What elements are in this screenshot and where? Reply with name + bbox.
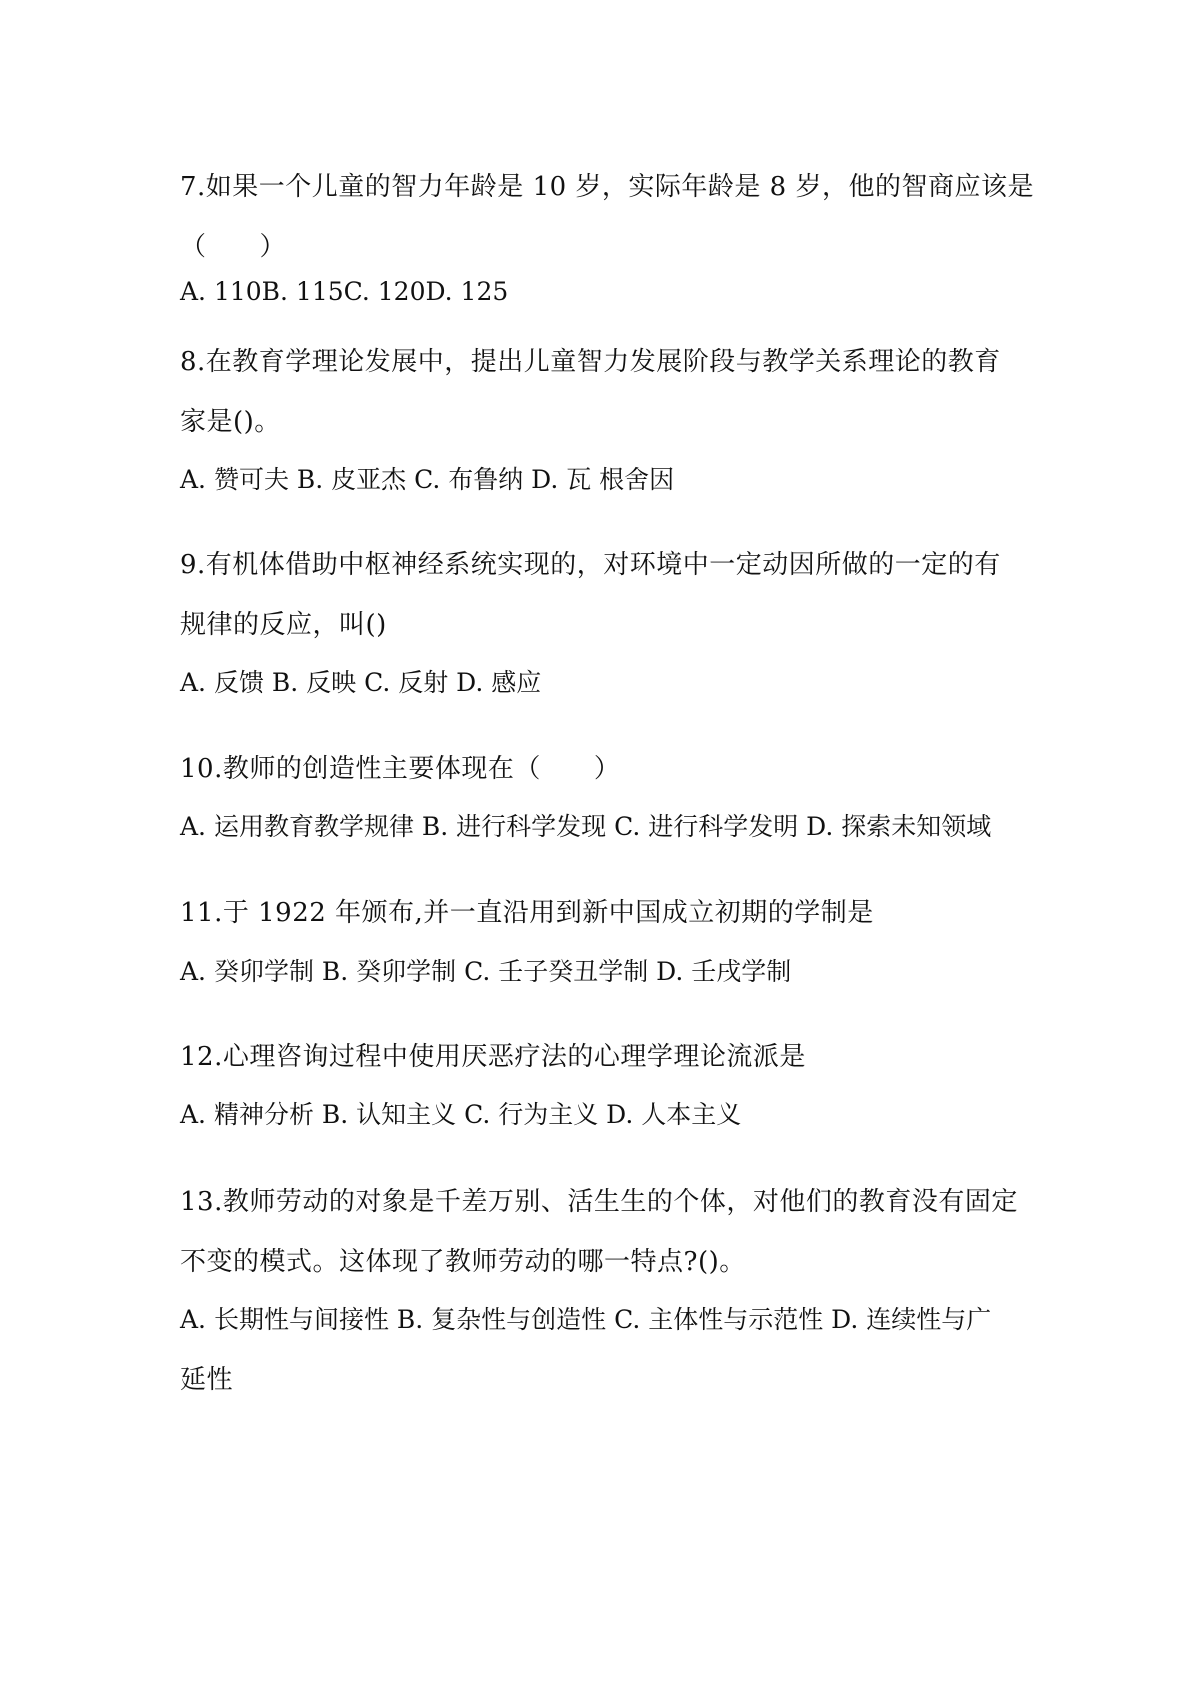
question-options: A. 长期性与间接性 B. 复杂性与创造性 C. 主体性与示范性 D. 连续性与广 <box>180 1305 992 1334</box>
question-options: A. 运用教育教学规律 B. 进行科学发现 C. 进行科学发明 D. 探索未知领域 <box>180 812 992 841</box>
question-stem-line: 10.教师的创造性主要体现在（ ） <box>180 754 621 784</box>
question-options: A. 赞可夫 B. 皮亚杰 C. 布鲁纳 D. 瓦 根舍因 <box>180 465 675 494</box>
question-stem-line: 7.如果一个儿童的智力年龄是 10 岁，实际年龄是 8 岁，他的智商应该是 <box>180 172 1034 202</box>
question-stem-line: 11.于 1922 年颁布,并一直沿用到新中国成立初期的学制是 <box>180 898 874 928</box>
question-stem-line: 9.有机体借助中枢神经系统实现的，对环境中一定动因所做的一定的有 <box>180 550 1001 580</box>
question-stem-line: 8.在教育学理论发展中，提出儿童智力发展阶段与教学关系理论的教育 <box>180 347 1001 377</box>
question-stem-line: 不变的模式。这体现了教师劳动的哪一特点?()。 <box>180 1247 746 1277</box>
question-options: A. 反馈 B. 反映 C. 反射 D. 感应 <box>180 668 542 697</box>
question-stem-line: 规律的反应，叫() <box>180 610 387 640</box>
question-options: A. 癸卯学制 B. 癸卯学制 C. 壬子癸丑学制 D. 壬戌学制 <box>180 957 792 986</box>
question-stem-line: （ ） <box>180 232 287 262</box>
question-stem-line: 家是()。 <box>180 407 281 437</box>
question-options-continued: 延性 <box>180 1365 234 1395</box>
question-options: A. 110B. 115C. 120D. 125 <box>180 277 509 306</box>
question-options: A. 精神分析 B. 认知主义 C. 行为主义 D. 人本主义 <box>180 1100 742 1129</box>
question-stem-line: 12.心理咨询过程中使用厌恶疗法的心理学理论流派是 <box>180 1042 806 1072</box>
question-stem-line: 13.教师劳动的对象是千差万别、活生生的个体，对他们的教育没有固定 <box>180 1187 1018 1217</box>
